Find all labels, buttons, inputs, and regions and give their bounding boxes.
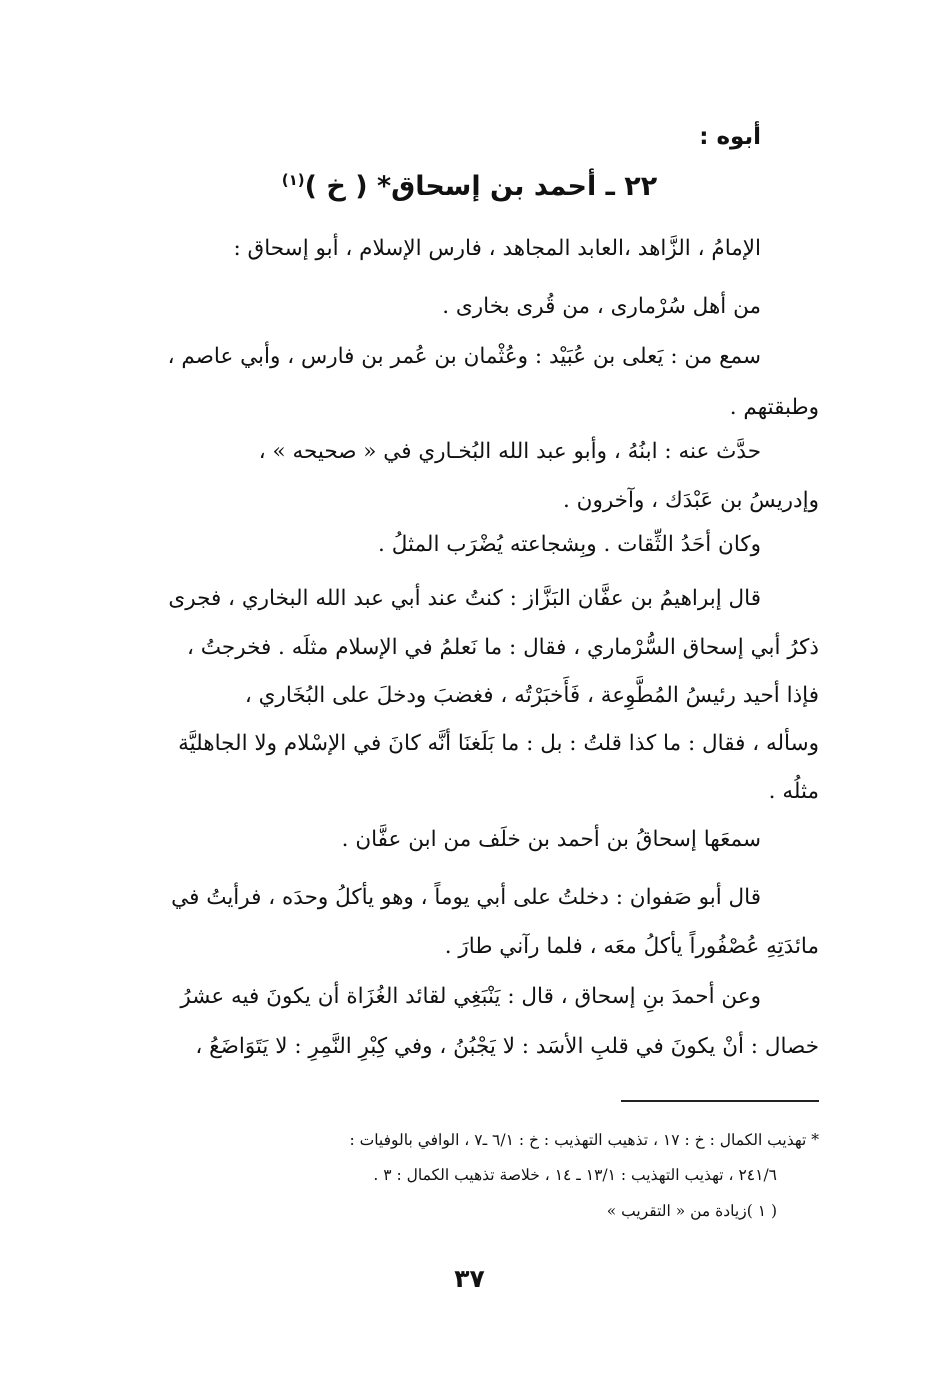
body-line: خصال : أنْ يكونَ في قلبِ الأسَد : لا يَجْبُنُ ، وفي كِبْرِ النَّمِرِ : لا يَتَوَاضَعُ ، <box>195 1034 819 1059</box>
footnote-line: ( ١ )زيادة من « التقريب » <box>606 1202 777 1220</box>
body-line: وكان أحَدُ الثِّقات . وبِشجاعته يُضْرَب المثلُ . <box>378 532 761 557</box>
body-line: حدَّث عنه : ابنُهُ ، وأبو عبد الله البُخـاري في « صحيحه » ، <box>258 439 761 464</box>
entry-title-text: ٢٢ ـ أحمد بن إسحاق* ( خ ) <box>304 171 658 202</box>
body-line: من أهل سُرْمارى ، من قُرى بخارى . <box>442 294 761 319</box>
title-note-mark: (١) <box>281 171 305 189</box>
body-line: ذكرُ أبي إسحاق السُّرْماري ، فقال : ما نَعلمُ في الإسلام مثلَه . فخرجتُ ، <box>187 635 819 660</box>
body-line: مائدَتِهِ عُصْفُوراً يأكلُ معَه ، فلما رآني طارَ . <box>444 934 819 959</box>
body-line: وسأله ، فقال : ما كذا قلتُ : بل : ما بَلَغنَا أنَّه كانَ في الإسْلام ولا الجاهليَّة <box>178 731 819 756</box>
page-number: ٣٧ <box>454 1264 485 1293</box>
running-head: أبوه : <box>699 124 761 150</box>
body-line: وإدريسُ بن عَبْدَك ، وآخرون . <box>562 488 819 513</box>
body-line: الإمامُ ، الزَّاهد ،العابد المجاهد ، فارس الإسلام ، أبو إسحاق : <box>233 236 761 261</box>
footnote-line: * تهذيب الكمال : خ : ١٧ ، تذهيب التهذيب : خ : ٦/١ ـ٧ ، الوافي بالوفيات : <box>349 1131 819 1149</box>
footnote-line: ٢٤١/٦ ، تهذيب التهذيب : ١٣/١ ـ ١٤ ، خلاصة تذهيب الكمال : ٣ . <box>373 1166 777 1184</box>
footnote-separator <box>621 1100 819 1102</box>
body-line: سمع من : يَعلى بن عُبَيْد : وعُثْمان بن عُمر بن فارس ، وأبي عاصم ، <box>167 344 761 369</box>
body-line: فإذا أحيد رئيسُ المُطَّوِعة ، فَأَخبَرْتُه ، فغضبَ ودخلَ على البُخَاري ، <box>244 683 819 708</box>
body-line: قال إبراهيمُ بن عفَّان البَزَّاز : كنتُ عند أبي عبد الله البخاري ، فجرى <box>168 586 761 611</box>
entry-title <box>0 160 939 207</box>
body-line: وعن أحمدَ بنِ إسحاق ، قال : يَنْبَغِي لقائد الغُزَاة أن يكونَ فيه عشرُ <box>180 984 761 1009</box>
body-line: مثلُه . <box>768 779 819 804</box>
body-line: وطبقتهم . <box>729 395 819 420</box>
body-line: قال أبو صَفوان : دخلتُ على أبي يوماً ، وهو يأكلُ وحدَه ، فرأيتُ في <box>171 885 761 910</box>
body-line: سمعَها إسحاقُ بن أحمد بن خلَف من ابن عفَّان . <box>341 827 761 852</box>
